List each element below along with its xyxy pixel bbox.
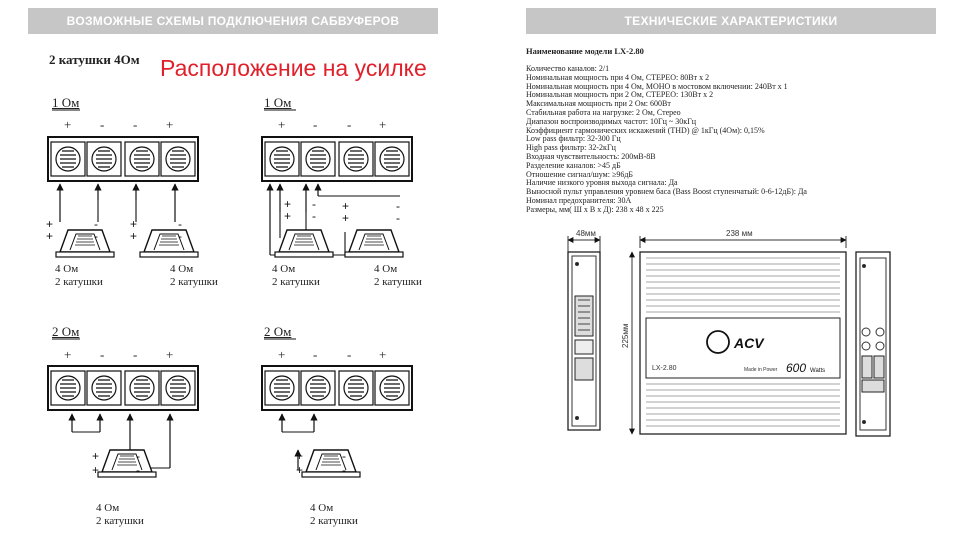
svg-text:+: + — [284, 209, 292, 223]
terminal-label: - — [347, 117, 352, 132]
diagram-4-ohm: 2 Ом — [264, 324, 292, 339]
spec-item: Low pass фильтр: 32-300 Гц — [526, 134, 621, 144]
terminal-label: - — [133, 117, 138, 132]
spec-item: High pass фильтр: 32-2кГц — [526, 143, 616, 153]
spec-item: Выносной пульт управления уровнем баса (Bass Boost ступенчатый: 0-6-12дБ): Да — [526, 187, 807, 197]
spec-item: Стабильная работа на нагрузке: 2 Ом, Стерео — [526, 107, 681, 117]
sub-label: 4 Ом 2 катушки — [272, 263, 320, 288]
svg-text:+: + — [46, 217, 54, 231]
terminal-label: + — [379, 347, 387, 362]
sub-label: 4 Ом 2 катушки — [96, 502, 144, 527]
svg-text:+: + — [130, 229, 138, 243]
made-label: Made in Power — [744, 367, 778, 373]
svg-text:-: - — [94, 217, 98, 231]
terminal-label: - — [100, 117, 105, 132]
spec-item: Номинальная мощность при 2 Ом, СТЕРЕО: 130Вт х 2 — [526, 90, 714, 100]
diagram-1-ohm: 1 Ом — [52, 95, 80, 110]
spec-item: Наличие низкого уровня выхода сигнала: Да — [526, 178, 678, 188]
sub-label: 4 Ом 2 катушки — [310, 502, 358, 527]
diagram-2-ohm: 1 Ом — [264, 95, 292, 110]
svg-text:+: + — [46, 229, 54, 243]
dim-depth: 225мм — [621, 323, 630, 348]
svg-text:+: + — [296, 449, 304, 463]
terminal-label: - — [133, 347, 138, 362]
terminal-label: + — [278, 117, 286, 132]
dim-width: 238 мм — [726, 229, 753, 238]
svg-text:+: + — [342, 199, 350, 213]
svg-text:-: - — [178, 229, 182, 243]
svg-text:-: - — [342, 449, 346, 463]
watts-suffix: Watts — [810, 368, 826, 374]
spec-item: Номинальная мощность при 4 Ом, СТЕРЕО: 80Вт х 2 — [526, 72, 710, 82]
sub-label: 4 Ом 2 катушки — [374, 263, 422, 288]
terminal-label: + — [278, 347, 286, 362]
svg-text:+: + — [92, 463, 100, 477]
spec-item: Коэффициент гармонических искажений (THD) @ 1кГц (4Ом): 0,15% — [526, 125, 765, 135]
spec-item: Входная чувствительность: 200мВ-8В — [526, 151, 656, 161]
dim-height: 48мм — [576, 229, 596, 238]
model-name-line: Наименование модели LX-2.80 — [526, 46, 644, 56]
spec-item: Количество каналов: 2/1 — [526, 64, 610, 73]
svg-text:-: - — [94, 229, 98, 243]
brand-logo: ACV — [734, 335, 764, 351]
spec-item: Диапазон воспроизводимых частот: 10Гц ~ 30кГц — [526, 116, 697, 126]
terminal-label: - — [100, 347, 105, 362]
svg-text:+: + — [284, 197, 292, 211]
terminal-label: - — [313, 347, 318, 362]
model-label: LX-2.80 — [652, 365, 677, 372]
right-section-banner: ТЕХНИЧЕСКИЕ ХАРАКТЕРИСТИКИ — [526, 8, 936, 34]
svg-text:-: - — [312, 197, 316, 211]
svg-text:-: - — [136, 463, 140, 477]
terminal-label: - — [347, 347, 352, 362]
svg-text:+: + — [296, 463, 304, 477]
spec-item: Отношение сигнал/шум: ≥96дБ — [526, 169, 634, 179]
svg-text:+: + — [130, 217, 138, 231]
sub-label: 4 Ом 2 катушки — [55, 263, 103, 288]
terminal-label: + — [166, 117, 174, 132]
terminal-label: + — [379, 117, 387, 132]
spec-item: Размеры, мм( Ш х В х Д): 238 х 48 х 225 — [526, 204, 664, 214]
placement-note: Расположение на усилке — [160, 55, 427, 81]
sub-label: 4 Ом 2 катушки — [170, 263, 218, 288]
spec-item: Номинальная мощность при 4 Ом, МОНО в мостовом включении: 240Вт х 1 — [526, 81, 788, 91]
terminal-label: + — [64, 347, 72, 362]
spec-item: Максимальная мощность при 2 Ом: 600Вт — [526, 99, 671, 109]
terminal-label: - — [313, 117, 318, 132]
spec-item: Номинал предохранителя: 30А — [526, 195, 632, 205]
left-section-banner: ВОЗМОЖНЫЕ СХЕМЫ ПОДКЛЮЧЕНИЯ САБВУФЕРОВ — [28, 8, 438, 34]
svg-text:-: - — [136, 449, 140, 463]
svg-text:+: + — [92, 449, 100, 463]
diagram-3-ohm: 2 Ом — [52, 324, 80, 339]
svg-text:-: - — [396, 211, 400, 225]
svg-text:-: - — [396, 199, 400, 213]
svg-text:-: - — [178, 217, 182, 231]
svg-text:+: + — [342, 211, 350, 225]
coil-title: 2 катушки 4Ом — [49, 52, 140, 67]
terminal-label: + — [64, 117, 72, 132]
svg-text:-: - — [312, 209, 316, 223]
terminal-label: + — [166, 347, 174, 362]
spec-item: Разделение каналов: >45 дБ — [526, 160, 621, 170]
watts-number: 600 — [786, 361, 807, 375]
svg-text:-: - — [342, 463, 346, 477]
